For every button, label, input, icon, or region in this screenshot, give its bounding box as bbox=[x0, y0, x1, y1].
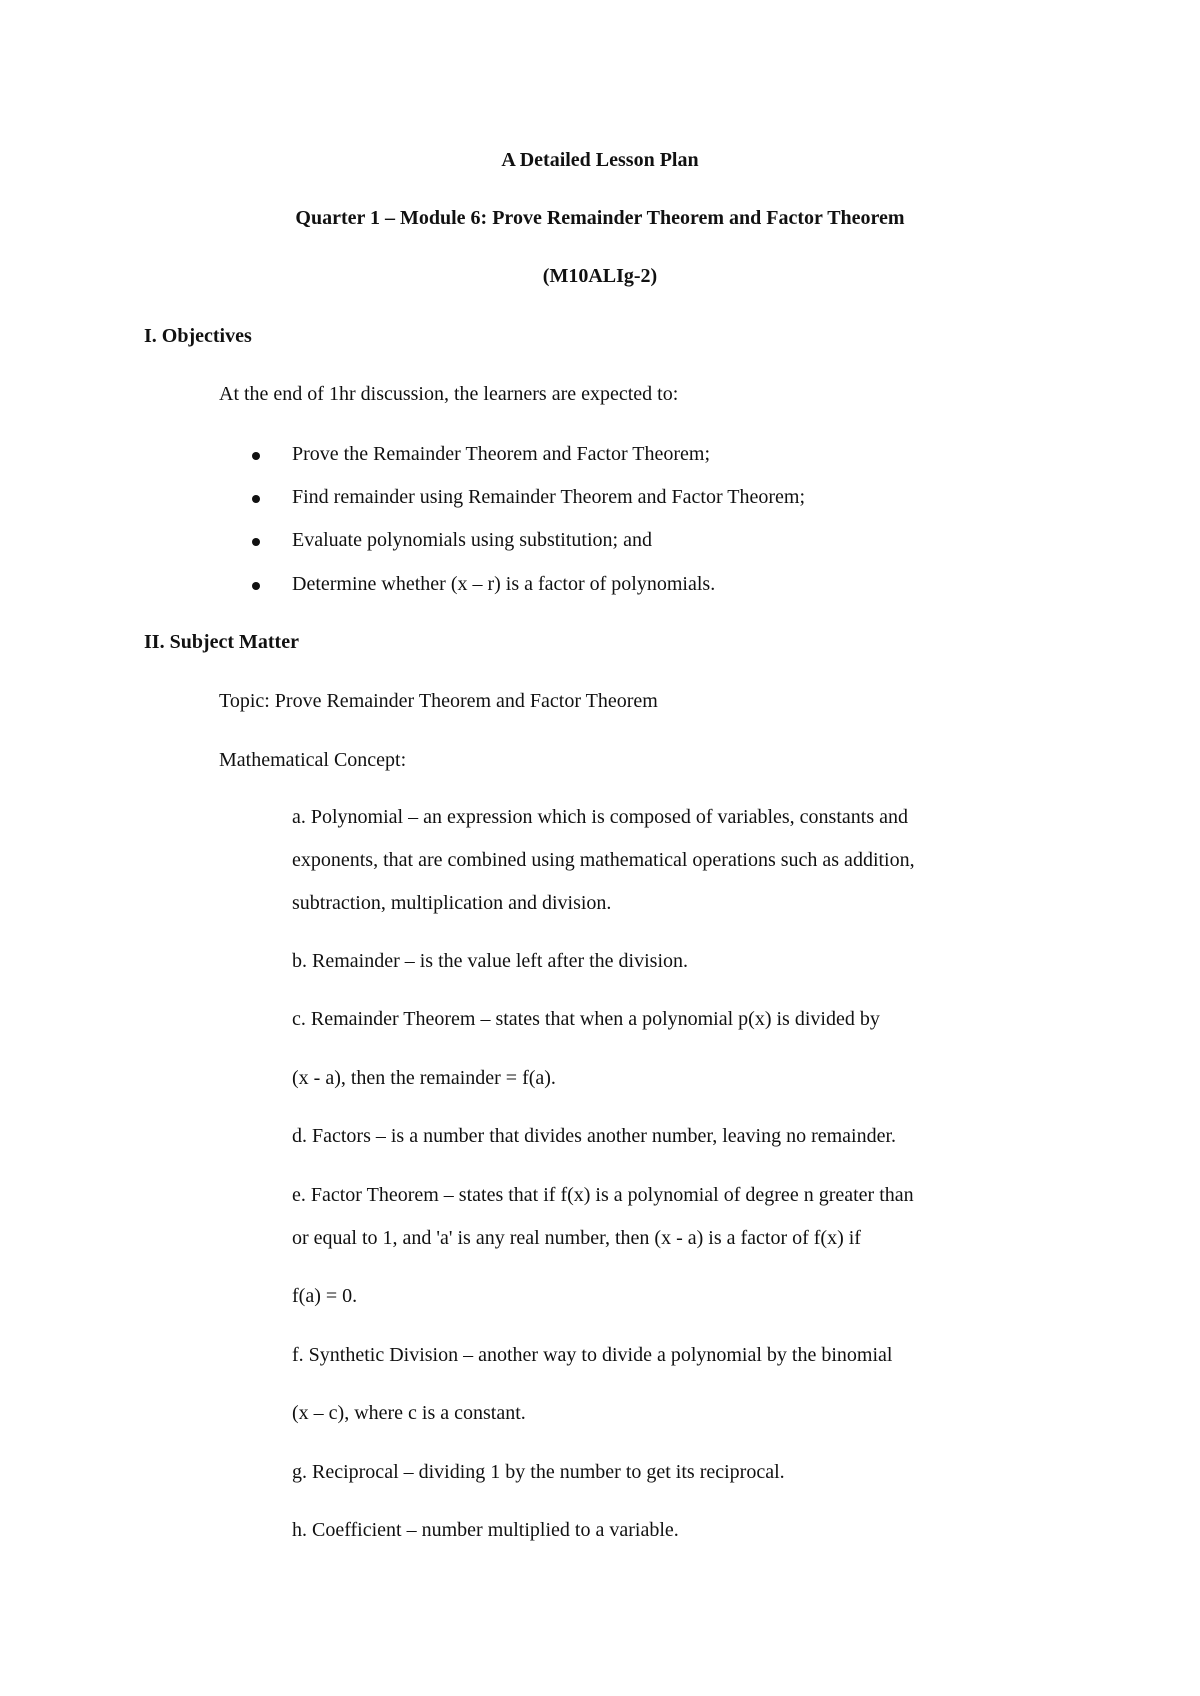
module-title: Quarter 1 – Module 6: Prove Remainder Theorem and Factor Theorem bbox=[295, 207, 905, 229]
definition-synthetic-division: f. Synthetic Division – another way to divide a polynomial by the binomial bbox=[292, 1344, 893, 1366]
definition-factor-theorem: e. Factor Theorem – states that if f(x) is a polynomial of degree n greater than bbox=[292, 1184, 914, 1206]
definition-factors: d. Factors – is a number that divides another number, leaving no remainder. bbox=[292, 1125, 897, 1147]
objective-item: Find remainder using Remainder Theorem and Factor Theorem; bbox=[292, 486, 806, 508]
objective-item: Determine whether (x – r) is a factor of polynomials. bbox=[292, 573, 716, 595]
topic-line: Topic: Prove Remainder Theorem and Factor Theorem bbox=[219, 690, 658, 712]
definition-polynomial-cont: exponents, that are combined using mathematical operations such as addition, bbox=[292, 849, 915, 871]
definition-factor-theorem-cont: or equal to 1, and 'a' is any real number, then (x - a) is a factor of f(x) if bbox=[292, 1227, 861, 1249]
definition-remainder-theorem: c. Remainder Theorem – states that when a polynomial p(x) is divided by bbox=[292, 1008, 880, 1030]
objectives-heading: I. Objectives bbox=[144, 325, 252, 347]
definition-coefficient: h. Coefficient – number multiplied to a variable. bbox=[292, 1519, 679, 1541]
definition-synthetic-division-cont: (x – c), where c is a constant. bbox=[292, 1402, 526, 1424]
bullet-icon bbox=[252, 538, 260, 546]
bullet-icon bbox=[252, 495, 260, 503]
bullet-icon bbox=[252, 452, 260, 460]
objective-item: Evaluate polynomials using substitution; and bbox=[292, 529, 652, 551]
bullet-icon bbox=[252, 582, 260, 590]
definition-remainder-theorem-cont: (x - a), then the remainder = f(a). bbox=[292, 1067, 556, 1089]
definition-reciprocal: g. Reciprocal – dividing 1 by the number to get its reciprocal. bbox=[292, 1461, 785, 1483]
subject-matter-heading: II. Subject Matter bbox=[144, 631, 299, 653]
competency-code: (M10ALIg-2) bbox=[542, 265, 658, 287]
definition-polynomial: a. Polynomial – an expression which is composed of variables, constants and bbox=[292, 806, 908, 828]
definition-polynomial-cont: subtraction, multiplication and division. bbox=[292, 892, 612, 914]
objectives-intro: At the end of 1hr discussion, the learners are expected to: bbox=[219, 383, 679, 405]
objective-item: Prove the Remainder Theorem and Factor Theorem; bbox=[292, 443, 711, 465]
concept-label: Mathematical Concept: bbox=[219, 749, 407, 771]
document-title: A Detailed Lesson Plan bbox=[501, 149, 699, 171]
definition-factor-theorem-cont: f(a) = 0. bbox=[292, 1285, 358, 1307]
definition-remainder: b. Remainder – is the value left after the division. bbox=[292, 950, 688, 972]
